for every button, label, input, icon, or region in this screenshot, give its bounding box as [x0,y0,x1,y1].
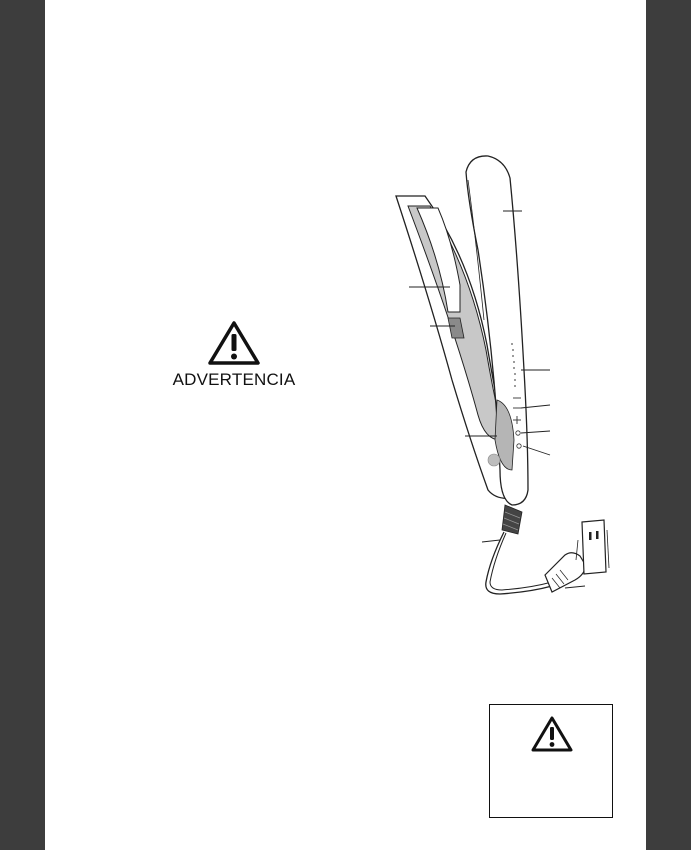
flat-iron-straightener-icon [45,0,646,640]
document-page [45,0,646,850]
warning-box [489,704,613,818]
warning-label: ADVERTENCIA [172,370,296,389]
warning-triangle-icon [530,715,574,753]
